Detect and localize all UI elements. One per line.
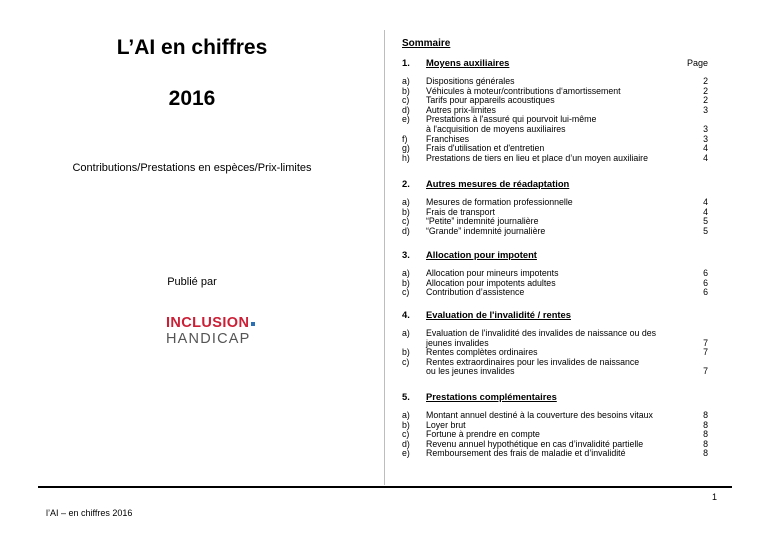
toc-item-page: 4	[703, 206, 708, 217]
toc-item-letter: e)	[402, 114, 410, 125]
document-title: L’AI en chiffres	[116, 36, 268, 59]
toc-item-letter: b)	[402, 206, 410, 217]
toc-item-letter: e)	[402, 448, 410, 459]
toc-item-letter: a)	[402, 268, 410, 278]
document-year: 2016	[168, 87, 216, 110]
toc-item-page: 7	[703, 337, 708, 348]
footer-rule	[38, 486, 732, 488]
toc-item-text: Tarifs pour appareils acoustiques	[426, 95, 555, 106]
toc-item-text: jeunes invalides	[426, 337, 489, 348]
toc-item-text: Contribution d’assistence	[426, 287, 525, 298]
toc-item-text: Frais d'utilisation et d'entretien	[426, 143, 545, 154]
toc-item-page: 8	[703, 410, 708, 420]
toc-item-text: Loyer brut	[426, 419, 466, 430]
toc-item-page: 8	[703, 448, 708, 459]
toc-item-letter: a)	[402, 328, 410, 338]
toc-item-page: 2	[703, 76, 708, 86]
toc-item-page: 6	[703, 277, 708, 288]
toc-item-text: Véhicules à moteur/contributions d‘amortissement	[426, 85, 621, 96]
toc-item-text: Remboursement des frais de maladie et d’invalidité	[426, 448, 626, 459]
toc-item-text: Prestations de tiers en lieu et place d’un moyen auxiliaire	[426, 152, 649, 163]
toc-item-page: 6	[703, 287, 708, 298]
toc-item-text: Revenu annuel hypothétique en cas d’invalidité partielle	[426, 438, 644, 449]
page-column-header: Page	[686, 58, 708, 68]
section-number: 4.	[402, 309, 410, 320]
toc-item-letter: h)	[402, 152, 410, 163]
toc-item-page: 6	[703, 268, 708, 278]
toc-item-letter: b)	[402, 277, 410, 288]
toc-item-text: Fortune à prendre en compte	[426, 429, 540, 440]
toc-item-letter: c)	[402, 95, 410, 106]
section-number: 5.	[402, 391, 410, 402]
section-title: Allocation pour impotent	[426, 249, 537, 260]
section-title: Autres mesures de réadaptation	[426, 178, 570, 189]
section-number: 2.	[402, 178, 410, 189]
logo-dot-icon	[251, 322, 255, 326]
toc-item-letter: d)	[402, 225, 410, 236]
toc-item-text: Rentes extraordinaires pour les invalides de naissance	[426, 356, 640, 367]
footer-page-number: 1	[712, 492, 718, 502]
toc-item-page: 4	[703, 197, 708, 207]
toc-item-page: 5	[703, 225, 708, 236]
section-title: Prestations complémentaires	[426, 391, 557, 402]
published-by-label: Publié par	[167, 276, 217, 288]
toc-item-page: 3	[703, 133, 708, 144]
toc-item-text: ou les jeunes invalides	[426, 366, 515, 377]
toc-item-letter: a)	[402, 76, 410, 86]
toc-item-page: 7	[703, 366, 708, 377]
document-subtitle: Contributions/Prestations en espèces/Prix-limites	[72, 162, 312, 174]
footer-text: l’AI – en chiffres 2016	[46, 508, 133, 518]
toc-item-text: Dispositions générales	[426, 76, 515, 86]
toc-item-letter: b)	[402, 85, 410, 96]
toc-item-letter: b)	[402, 347, 410, 358]
toc-item-letter: c)	[402, 356, 410, 367]
toc-item-page: 5	[703, 216, 708, 227]
toc-item-text: Frais de transport	[426, 206, 495, 217]
toc-item-letter: b)	[402, 419, 410, 430]
summary-title: Sommaire	[402, 38, 451, 49]
toc-item-page: 2	[703, 95, 708, 106]
toc-item-text: Montant annuel destiné à la couverture des besoins vitaux	[426, 410, 653, 420]
toc-item-page: 3	[703, 124, 708, 134]
toc-item-page: 3	[703, 104, 708, 115]
section-number: 1.	[402, 57, 410, 68]
logo-bottom-text: HANDICAP	[166, 331, 251, 347]
toc-item-text: à l'acquisition de moyens auxiliaires	[426, 124, 566, 134]
section-title: Moyens auxiliaires	[426, 57, 510, 68]
toc-item-text: Allocation pour impotents adultes	[426, 277, 556, 288]
column-divider	[384, 30, 385, 485]
toc-item-letter: g)	[402, 143, 410, 154]
toc-item-text: Mesures de formation professionnelle	[426, 197, 573, 207]
toc-item-page: 4	[703, 143, 708, 154]
toc-item-page: 8	[703, 419, 708, 430]
toc-item-letter: c)	[402, 287, 410, 298]
logo-top-text: INCLUSION	[166, 315, 255, 331]
toc-item-text: Rentes complètes ordinaires	[426, 347, 538, 358]
toc-item-letter: d)	[402, 438, 410, 449]
toc-item-page: 8	[703, 438, 708, 449]
toc-item-text: Evaluation de l'invalidité des invalides de naissance ou des	[426, 328, 657, 338]
toc-item-text: “Petite” indemnité journalière	[426, 216, 539, 227]
toc-item-page: 2	[703, 85, 708, 96]
toc-item-page: 7	[703, 347, 708, 358]
toc-item-text: Allocation pour mineurs impotents	[426, 268, 559, 278]
toc-item-letter: d)	[402, 104, 410, 115]
toc-item-text: Franchises	[426, 133, 470, 144]
toc-item-page: 8	[703, 429, 708, 440]
toc-item-letter: c)	[402, 216, 410, 227]
toc-item-text: Autres prix-limites	[426, 104, 496, 115]
inclusion-handicap-logo	[166, 315, 255, 347]
toc-item-text: “Grande” indemnité journalière	[426, 225, 546, 236]
section-number: 3.	[402, 249, 410, 260]
toc-item-letter: f)	[402, 133, 408, 144]
toc-item-text: Prestations à l'assuré qui pourvoit lui-même	[426, 114, 597, 125]
toc-item-letter: c)	[402, 429, 410, 440]
toc-item-letter: a)	[402, 410, 410, 420]
toc-item-page: 4	[703, 152, 708, 163]
toc-item-letter: a)	[402, 197, 410, 207]
section-title: Evaluation de l'invalidité / rentes	[426, 309, 571, 320]
